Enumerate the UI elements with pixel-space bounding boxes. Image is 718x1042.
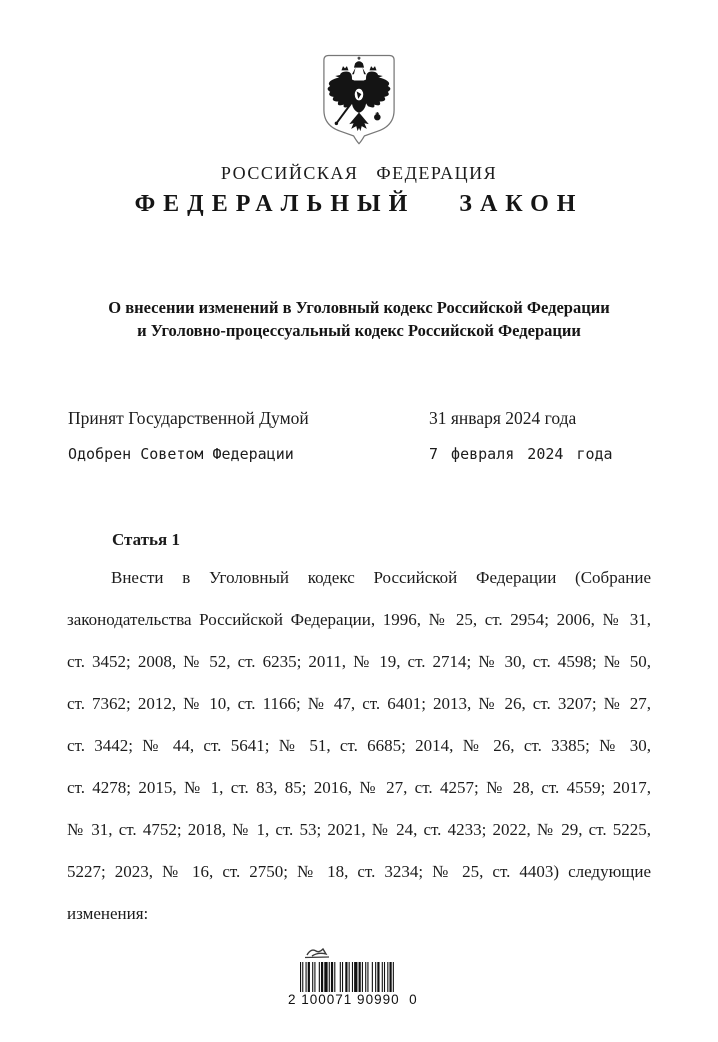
body-line: ст. 3442; № 44, ст. 5641; № 51, ст. 6685; 2014, № 26, ст. 3385; № 30, bbox=[67, 736, 651, 755]
approved-by-council-label: Одобрен Советом Федерации bbox=[68, 445, 294, 463]
law-title-line-1: О внесении изменений в Уголовный кодекс Российской Федерации bbox=[108, 298, 610, 317]
document-type-heading: ФЕДЕРАЛЬНЫЙ ЗАКОН bbox=[134, 191, 584, 217]
body-line: изменения: bbox=[67, 904, 149, 923]
law-title bbox=[0, 296, 718, 342]
body-line: законодательства Российской Федерации, 1996, № 25, ст. 2954; 2006, № 31, bbox=[67, 610, 651, 629]
body-line: № 31, ст. 4752; 2018, № 1, ст. 53; 2021, № 24, ст. 4233; 2022, № 29, ст. 5225, bbox=[67, 820, 651, 839]
country-name: РОССИЙСКАЯ ФЕДЕРАЦИЯ bbox=[220, 163, 498, 183]
law-title-line-2: и Уголовно-процессуальный кодекс Российской Федерации bbox=[137, 321, 581, 340]
passed-by-duma-date: 31 января 2024 года bbox=[429, 408, 577, 428]
body-line: ст. 3452; 2008, № 52, ст. 6235; 2011, № 19, ст. 2714; № 30, ст. 4598; № 50, bbox=[67, 652, 651, 671]
article-heading: Статья 1 bbox=[112, 530, 180, 549]
passed-by-duma-label: Принят Государственной Думой bbox=[68, 408, 309, 428]
body-line: ст. 4278; 2015, № 1, ст. 83, 85; 2016, № 27, ст. 4257; № 28, ст. 4559; 2017, bbox=[67, 778, 651, 797]
barcode-icon bbox=[300, 962, 395, 992]
barcode-digits: 2 100071 90990 0 bbox=[288, 992, 418, 1007]
body-line: 5227; 2023, № 16, ст. 2750; № 18, ст. 3234; № 25, ст. 4403) следующие bbox=[67, 862, 651, 881]
coat-of-arms-icon bbox=[320, 54, 398, 146]
body-line: Внести в Уголовный кодекс Российской Федерации (Собрание bbox=[111, 568, 651, 587]
body-line: ст. 7362; 2012, № 10, ст. 1166; № 47, ст. 6401; 2013, № 26, ст. 3207; № 27, bbox=[67, 694, 651, 713]
approved-by-council-date: 7 февраля 2024 года bbox=[429, 445, 613, 463]
article-body bbox=[67, 568, 651, 946]
stamp-mark-icon bbox=[303, 946, 333, 961]
